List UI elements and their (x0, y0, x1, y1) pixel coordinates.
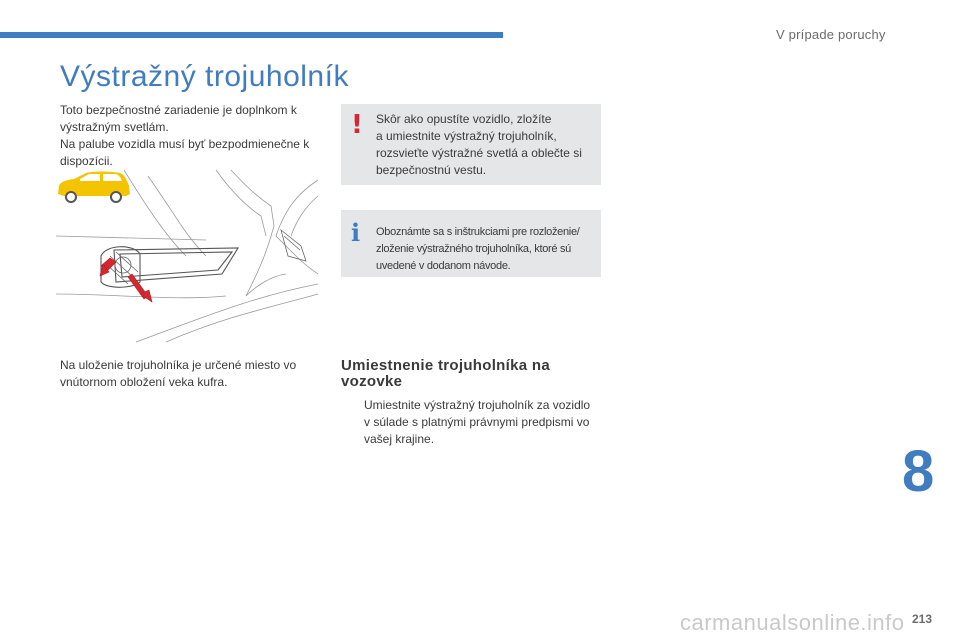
warning-line: rozsvieťte výstražné svetlá a oblečte si (376, 146, 582, 160)
storage-note-line: vnútornom obložení veka kufra. (60, 375, 228, 389)
info-text (376, 224, 595, 275)
intro-line: výstražným svetlám. (60, 120, 169, 134)
bullet-line: v súlade s platnými právnymi predpismi vo (364, 415, 590, 429)
placement-heading-line: vozovke (341, 373, 403, 390)
chapter-number: 8 (902, 439, 935, 504)
info-box (341, 210, 601, 277)
watermark: carmanualsonline.info (680, 610, 905, 635)
info-line: uvedené v dodanom návode. (376, 260, 511, 272)
warning-line: Skôr ako opustíte vozidlo, zložíte (376, 112, 552, 126)
warning-box (341, 104, 601, 185)
intro-line: Na palube vozidla musí byť bezpodmienečne k (60, 137, 310, 151)
page-title: Výstražný trojuholník (60, 60, 349, 93)
placement-heading-line: Umiestnenie trojuholníka na (341, 357, 550, 374)
warning-text (376, 111, 595, 179)
bullet-text (364, 397, 603, 448)
exclamation-icon: ! (351, 110, 363, 140)
placement-heading (341, 358, 603, 390)
page-number: 213 (912, 612, 933, 626)
info-line: Oboznámte sa s inštrukciami pre rozloženie/ (376, 226, 580, 238)
header-accent-bar (0, 32, 503, 38)
section-title: V prípade poruchy (776, 27, 886, 42)
bullet-line: vašej krajine. (364, 432, 435, 446)
car-icon (56, 170, 132, 204)
intro-text (60, 102, 330, 170)
intro-line: Toto bezpečnostné zariadenie je doplnkom k (60, 103, 297, 117)
storage-note-line: Na uloženie trojuholníka je určené miesto vo (60, 358, 297, 372)
info-line: zloženie výstražného trojuholníka, ktoré sú (376, 243, 571, 255)
bullet-line: Umiestnite výstražný trojuholník za vozidlo (364, 398, 591, 412)
storage-note (60, 357, 330, 391)
warning-line: a umiestnite výstražný trojuholník, (376, 129, 557, 143)
warning-line: bezpečnostnú vestu. (376, 163, 487, 177)
info-icon: i (351, 218, 361, 247)
intro-line: dispozícii. (60, 154, 113, 168)
